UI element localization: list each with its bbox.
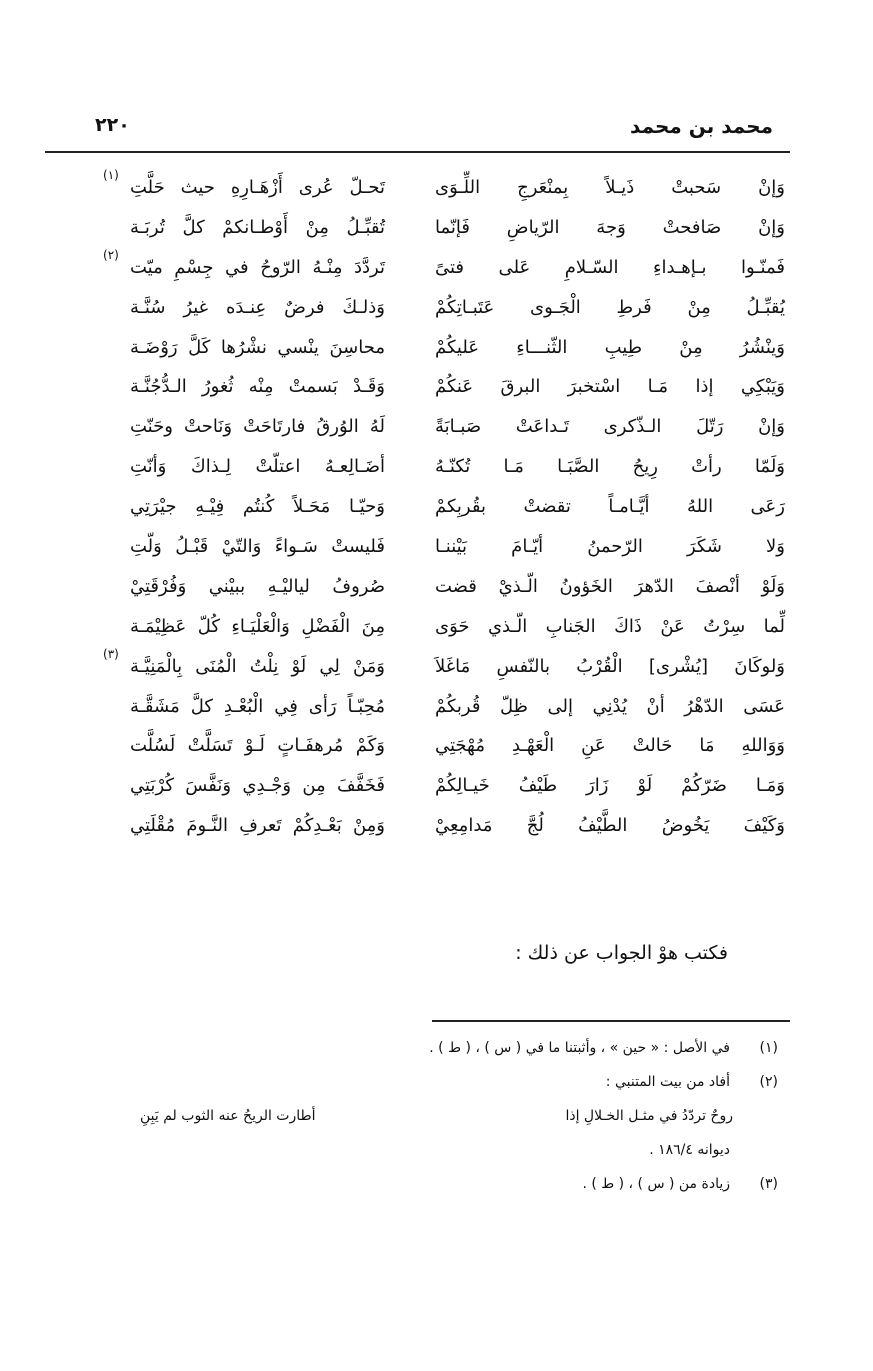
first-hemistich: لِّما سِرْتُ عَنْ ذَاكَ الجَنابِ الّـذي حَوَى — [435, 615, 785, 637]
second-hemistich: لَهُ الوُرقُ فارتَاحَتْ وَنَاحتْ وحَنّتِ — [130, 416, 385, 438]
verse-line — [125, 689, 785, 729]
first-hemistich: وَإنْ صَافحتْ وَجهَ الرّياضِ فَإنّما — [435, 216, 785, 238]
verse-line — [103, 247, 785, 290]
verse-line — [103, 168, 785, 210]
second-hemistich: تُقبِّـلُ مِنْ أَوْطـانكمْ كلَّ تُربَـة — [130, 216, 385, 238]
second-hemistich: أضَـالِعـهُ اعتلّتْ لِـذاكَ وَأنّتِ — [130, 456, 385, 478]
footnote-verse-first-hemistich: روحٌ تردّدُ في مثـل الخـلالِ إذا — [565, 1108, 733, 1124]
second-hemistich: فَخَفَّفَ مِن وَجْـدِي وَنَفَّسَ كُرْبَتِي — [130, 775, 385, 797]
footnote-verse-second-hemistich: أطارت الريحُ عنه الثوب لم يَبِنِ — [140, 1108, 316, 1124]
verse-line — [125, 369, 785, 409]
second-hemistich: مُحِبّـاً رَأى فِي الْبُعْـدِ كلَّ مَشَقَّـة — [130, 695, 385, 717]
first-hemistich: وَإنْ رَتّلَ الـذّكرى تَـداعَتْ صَبـابَةً — [435, 416, 785, 438]
verse-line — [125, 609, 785, 649]
footnote-3: (٣)زيادة من ( س ) ، ( ط ) . — [582, 1176, 778, 1192]
poem — [103, 168, 785, 848]
page-number: ٢٢٠ — [95, 114, 130, 136]
verse-line — [125, 210, 785, 250]
first-hemistich: عَسَى الدّهْرُ أنْ يُدْنِي إلى ظِلّ قُربكُمْ — [435, 695, 785, 717]
first-hemistich: وَلوكَانَ [يُشْرى] الْقُرْبُ بالنّفسِ مَاغَلاَ — [435, 655, 785, 677]
first-hemistich: وَلا شَكَرَ الرّحمنُ أيّـامَ بَيْننـا — [435, 536, 785, 558]
header-rule — [45, 151, 790, 153]
second-hemistich: وَذلـكَ فرضٌ عِنـدَه غيرُ سُنَّـة — [130, 296, 385, 318]
prose-line: فكتب هوْ الجواب عن ذلك : — [515, 942, 728, 964]
second-hemistich: وَقَـدْ بَسمتْ مِنْه ثُغورُ الـدُّجُنَّـة — [130, 376, 385, 398]
verse-line — [125, 768, 785, 808]
second-hemistich: تَحـلّ عُرى أَزْهَـارِهِ حيث حَلَّتِ — [130, 177, 385, 198]
second-hemistich: مِنَ الْفَضْلِ وَالْعَلْيَـاءِ كُلّ عَظِيْمَـة — [130, 615, 385, 637]
footnote-marker: (٢) — [103, 247, 119, 262]
first-hemistich: وَلَمّا رأتْ رِيحُ الصَّبَـا مَـا تُكنّـهُ — [435, 456, 785, 478]
first-hemistich: وَمَـا ضَرّكُمْ لَوْ زَارَ طَيْفُ خَيـالِكُمْ — [435, 775, 785, 797]
verse-line — [103, 646, 785, 689]
verse-line — [125, 569, 785, 609]
second-hemistich: تَردَّدَ مِنْـهُ الرّوحُ في جِسْمِ ميّت — [130, 256, 385, 278]
second-hemistich: محاسِنَ ينْسي نشْرُها كَلَّ رَوْضَـة — [130, 336, 385, 358]
footnote-source: ديوانه ١٨٦/٤ . — [649, 1142, 730, 1158]
first-hemistich: وَيَبْكِي إذا مَـا اسْتخبرَ البرقَ عَنكُمْ — [435, 376, 785, 398]
verse-line — [125, 449, 785, 489]
second-hemistich: وَمَنْ لِي لَوْ نِلْتُ الْمُنَى بِالْمَنِيَّـة — [130, 655, 385, 677]
footnote-rule — [432, 1020, 790, 1022]
verse-line — [125, 409, 785, 449]
verse-line — [125, 808, 785, 848]
first-hemistich: يُقبِّـلُ مِنْ فَرطِ الْجَـوى عَتَبـاتِكُمْ — [435, 296, 785, 318]
first-hemistich: وَينْشُرُ مِنْ طِيبِ الثّنـــاءِ عَليكُمْ — [435, 336, 785, 358]
footnote-1: (١)في الأصل : « حين » ، وأثبتنا ما في ( س ) ، ( ط ) . — [429, 1040, 778, 1056]
second-hemistich: فَليستْ سَـواءً وَالتّيْ قَبْـلُ وَلّتِ — [130, 536, 385, 558]
first-hemistich: فَمنّـوا بـإهـداءِ السّـلامِ عَلى فتىً — [435, 256, 785, 278]
verse-line — [125, 290, 785, 330]
running-header-title: محمد بن محمد — [630, 114, 773, 138]
second-hemistich: وَكَمْ مُرهفَـاتٍ لَـوْ تَسَلَّتْ لَسُلَّت — [130, 735, 385, 757]
second-hemistich: صُروفُ لياليْـهِ ببيْني وَفُرْقَتِيْ — [130, 575, 385, 597]
verse-line — [125, 330, 785, 370]
verse-line — [125, 728, 785, 768]
first-hemistich: وَكَيْفَ يَخُوضُ الطَّيْفُ لُجَّ مَدامِعِيْ — [435, 815, 785, 837]
first-hemistich: وَوَاللهِ مَا حَالتْ عَنِ الْعَهْـدِ مُهْجَتِي — [435, 735, 785, 757]
verse-line — [125, 489, 785, 529]
first-hemistich: وَلَوْ أنْصفَ الدّهرَ الخَؤونُ الّـذيْ قضت — [435, 575, 785, 597]
footnote-marker: (١) — [103, 168, 119, 182]
footnote-2: (٢)أفاد من بيت المتنبي : — [605, 1074, 778, 1090]
verse-line — [125, 529, 785, 569]
first-hemistich: وَإنْ سَحبتْ ذَيـلاً بِمنْعَرجِ اللِّـوَى — [435, 177, 785, 198]
second-hemistich: وَحيّـا مَحَـلاً كُنتُم فِيْـهِ جيْرَتِي — [130, 496, 385, 518]
first-hemistich: رَعَى اللهُ أيَّـامـاً تقضتْ بقُربِكمْ — [435, 496, 785, 518]
footnote-marker: (٣) — [103, 646, 119, 661]
second-hemistich: وَمِنْ بَعْـدِكُمْ تَعرفِ النَّـومَ مُقْلَتِي — [130, 815, 385, 837]
